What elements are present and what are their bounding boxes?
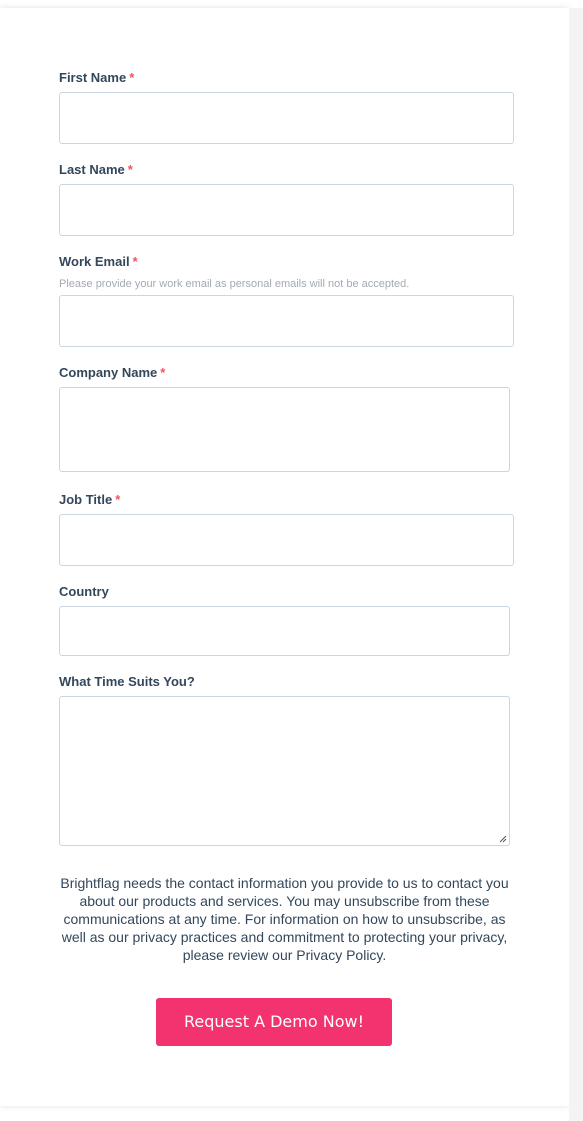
preferred-time-textarea[interactable] bbox=[59, 696, 510, 846]
work-email-input[interactable] bbox=[59, 295, 514, 347]
country-select[interactable] bbox=[59, 606, 510, 656]
required-asterisk: * bbox=[132, 254, 138, 269]
company-name-input[interactable] bbox=[59, 387, 510, 472]
work-email-hint: Please provide your work email as personal emails will not be accepted. bbox=[59, 278, 410, 290]
last-name-input[interactable] bbox=[59, 184, 514, 236]
required-asterisk: * bbox=[129, 70, 135, 85]
job-title-input[interactable] bbox=[59, 514, 514, 566]
work-email-label: Work Email * bbox=[59, 254, 138, 269]
required-asterisk: * bbox=[160, 365, 166, 380]
country-label: Country bbox=[59, 584, 109, 599]
company-name-label: Company Name * bbox=[59, 365, 166, 380]
required-asterisk: * bbox=[127, 162, 133, 177]
privacy-notice: Brightflag needs the contact information you provide to us to contact you about our products and services. You may unsubscribe from these communications at any time. For information on how to unsubscribe, as well as our privacy practices and commitment to protecting your privacy, please review our Privacy Policy. bbox=[60, 875, 509, 963]
last-name-label: Last Name * bbox=[59, 162, 133, 177]
job-title-label: Job Title * bbox=[59, 492, 121, 507]
page-edge bbox=[569, 8, 583, 1121]
required-asterisk: * bbox=[115, 492, 121, 507]
resize-handle-icon[interactable] bbox=[499, 835, 507, 843]
first-name-input[interactable] bbox=[59, 92, 514, 144]
request-demo-button[interactable]: Request A Demo Now! bbox=[156, 998, 392, 1046]
preferred-time-label: What Time Suits You? bbox=[59, 674, 195, 689]
first-name-label: First Name * bbox=[59, 70, 135, 85]
